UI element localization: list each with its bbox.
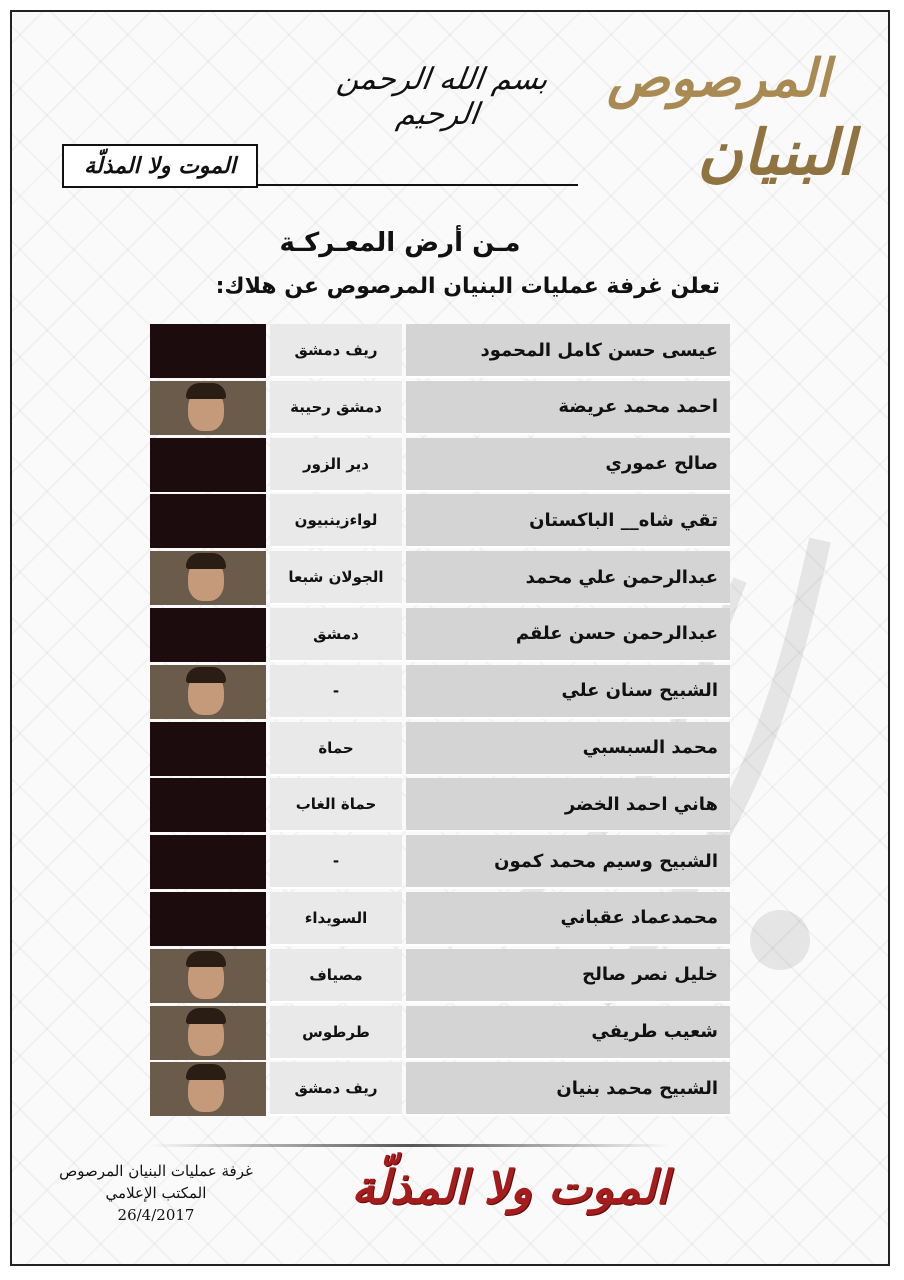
row-place: دمشق رحيبة xyxy=(270,381,402,435)
row-name: شعيب طريفي xyxy=(406,1006,730,1060)
heading-announcement: تعلن غرفة عمليات البنيان المرصوص عن هلاك: xyxy=(215,274,720,299)
table-row xyxy=(150,835,730,892)
motto-box-text: الموت ولا المذلّة xyxy=(84,153,236,179)
heading-battlefield: مـن أرض المعـركـة xyxy=(279,228,521,258)
footer-office: المكتب الإعلامي xyxy=(105,1184,207,1202)
portrait-hair xyxy=(186,553,226,569)
portrait-photo xyxy=(150,665,266,719)
redacted-photo xyxy=(150,892,266,946)
redacted-photo xyxy=(150,778,266,832)
row-place: السويداء xyxy=(270,892,402,946)
row-name: احمد محمد عريضة xyxy=(406,381,730,435)
redacted-photo xyxy=(150,722,266,776)
row-place: ريف دمشق xyxy=(270,324,402,378)
portrait-photo xyxy=(150,949,266,1003)
redacted-photo xyxy=(150,608,266,662)
row-name: هاني احمد الخضر xyxy=(406,778,730,832)
row-name: الشبيح محمد بنيان xyxy=(406,1062,730,1116)
row-place: - xyxy=(270,835,402,889)
portrait-hair xyxy=(186,951,226,967)
table-row xyxy=(150,1062,730,1119)
table-row xyxy=(150,608,730,665)
row-name: تقي شاه__ الباكستان xyxy=(406,494,730,548)
footer-date: 26/4/2017 xyxy=(117,1206,195,1224)
footer-org: غرفة عمليات البنيان المرصوص xyxy=(59,1162,253,1180)
row-place: دمشق xyxy=(270,608,402,662)
table-row xyxy=(150,665,730,722)
basmala: بسم الله الرحمن الرحيم xyxy=(334,62,551,132)
row-name: عبدالرحمن حسن علقم xyxy=(406,608,730,662)
logo xyxy=(570,38,860,208)
redacted-photo xyxy=(150,438,266,492)
row-name: محمد السبسبي xyxy=(406,722,730,776)
row-place: لواءزينبيون xyxy=(270,494,402,548)
portrait-photo xyxy=(150,1006,266,1060)
table-row xyxy=(150,494,730,551)
portrait-photo xyxy=(150,381,266,435)
row-place: الجولان شبعا xyxy=(270,551,402,605)
table-row xyxy=(150,381,730,438)
row-name: صالح عموري xyxy=(406,438,730,492)
table-row xyxy=(150,722,730,779)
portrait-hair xyxy=(186,383,226,399)
portrait-photo xyxy=(150,551,266,605)
row-name: الشبيح وسيم محمد كمون xyxy=(406,835,730,889)
table-row xyxy=(150,324,730,381)
footer-divider xyxy=(150,1144,670,1147)
motto-box xyxy=(62,144,258,188)
redacted-photo xyxy=(150,324,266,378)
portrait-hair xyxy=(186,1008,226,1024)
row-place: حماة الغاب xyxy=(270,778,402,832)
row-place: حماة xyxy=(270,722,402,776)
portrait-photo xyxy=(150,1062,266,1116)
table-row xyxy=(150,949,730,1006)
row-place: ريف دمشق xyxy=(270,1062,402,1116)
footer-motto: الموت ولا المذلّة xyxy=(351,1160,669,1214)
row-name: عبدالرحمن علي محمد xyxy=(406,551,730,605)
row-name: محمدعماد عقباني xyxy=(406,892,730,946)
row-name: عيسى حسن كامل المحمود xyxy=(406,324,730,378)
portrait-hair xyxy=(186,667,226,683)
header-rule xyxy=(258,184,578,186)
portrait-hair xyxy=(186,1064,226,1080)
casualty-table xyxy=(150,324,730,1119)
footer-info xyxy=(36,1160,276,1226)
redacted-photo xyxy=(150,835,266,889)
row-place: طرطوس xyxy=(270,1006,402,1060)
row-name: خليل نصر صالح xyxy=(406,949,730,1003)
redacted-photo xyxy=(150,494,266,548)
logo-line-1: المرصوص xyxy=(607,48,830,109)
logo-line-2: البنيان xyxy=(697,116,854,189)
table-row xyxy=(150,778,730,835)
row-place: دير الزور xyxy=(270,438,402,492)
row-place: مصياف xyxy=(270,949,402,1003)
table-row xyxy=(150,438,730,495)
table-row xyxy=(150,892,730,949)
row-name: الشبيح سنان علي xyxy=(406,665,730,719)
table-row xyxy=(150,551,730,608)
row-place: - xyxy=(270,665,402,719)
table-row xyxy=(150,1006,730,1063)
